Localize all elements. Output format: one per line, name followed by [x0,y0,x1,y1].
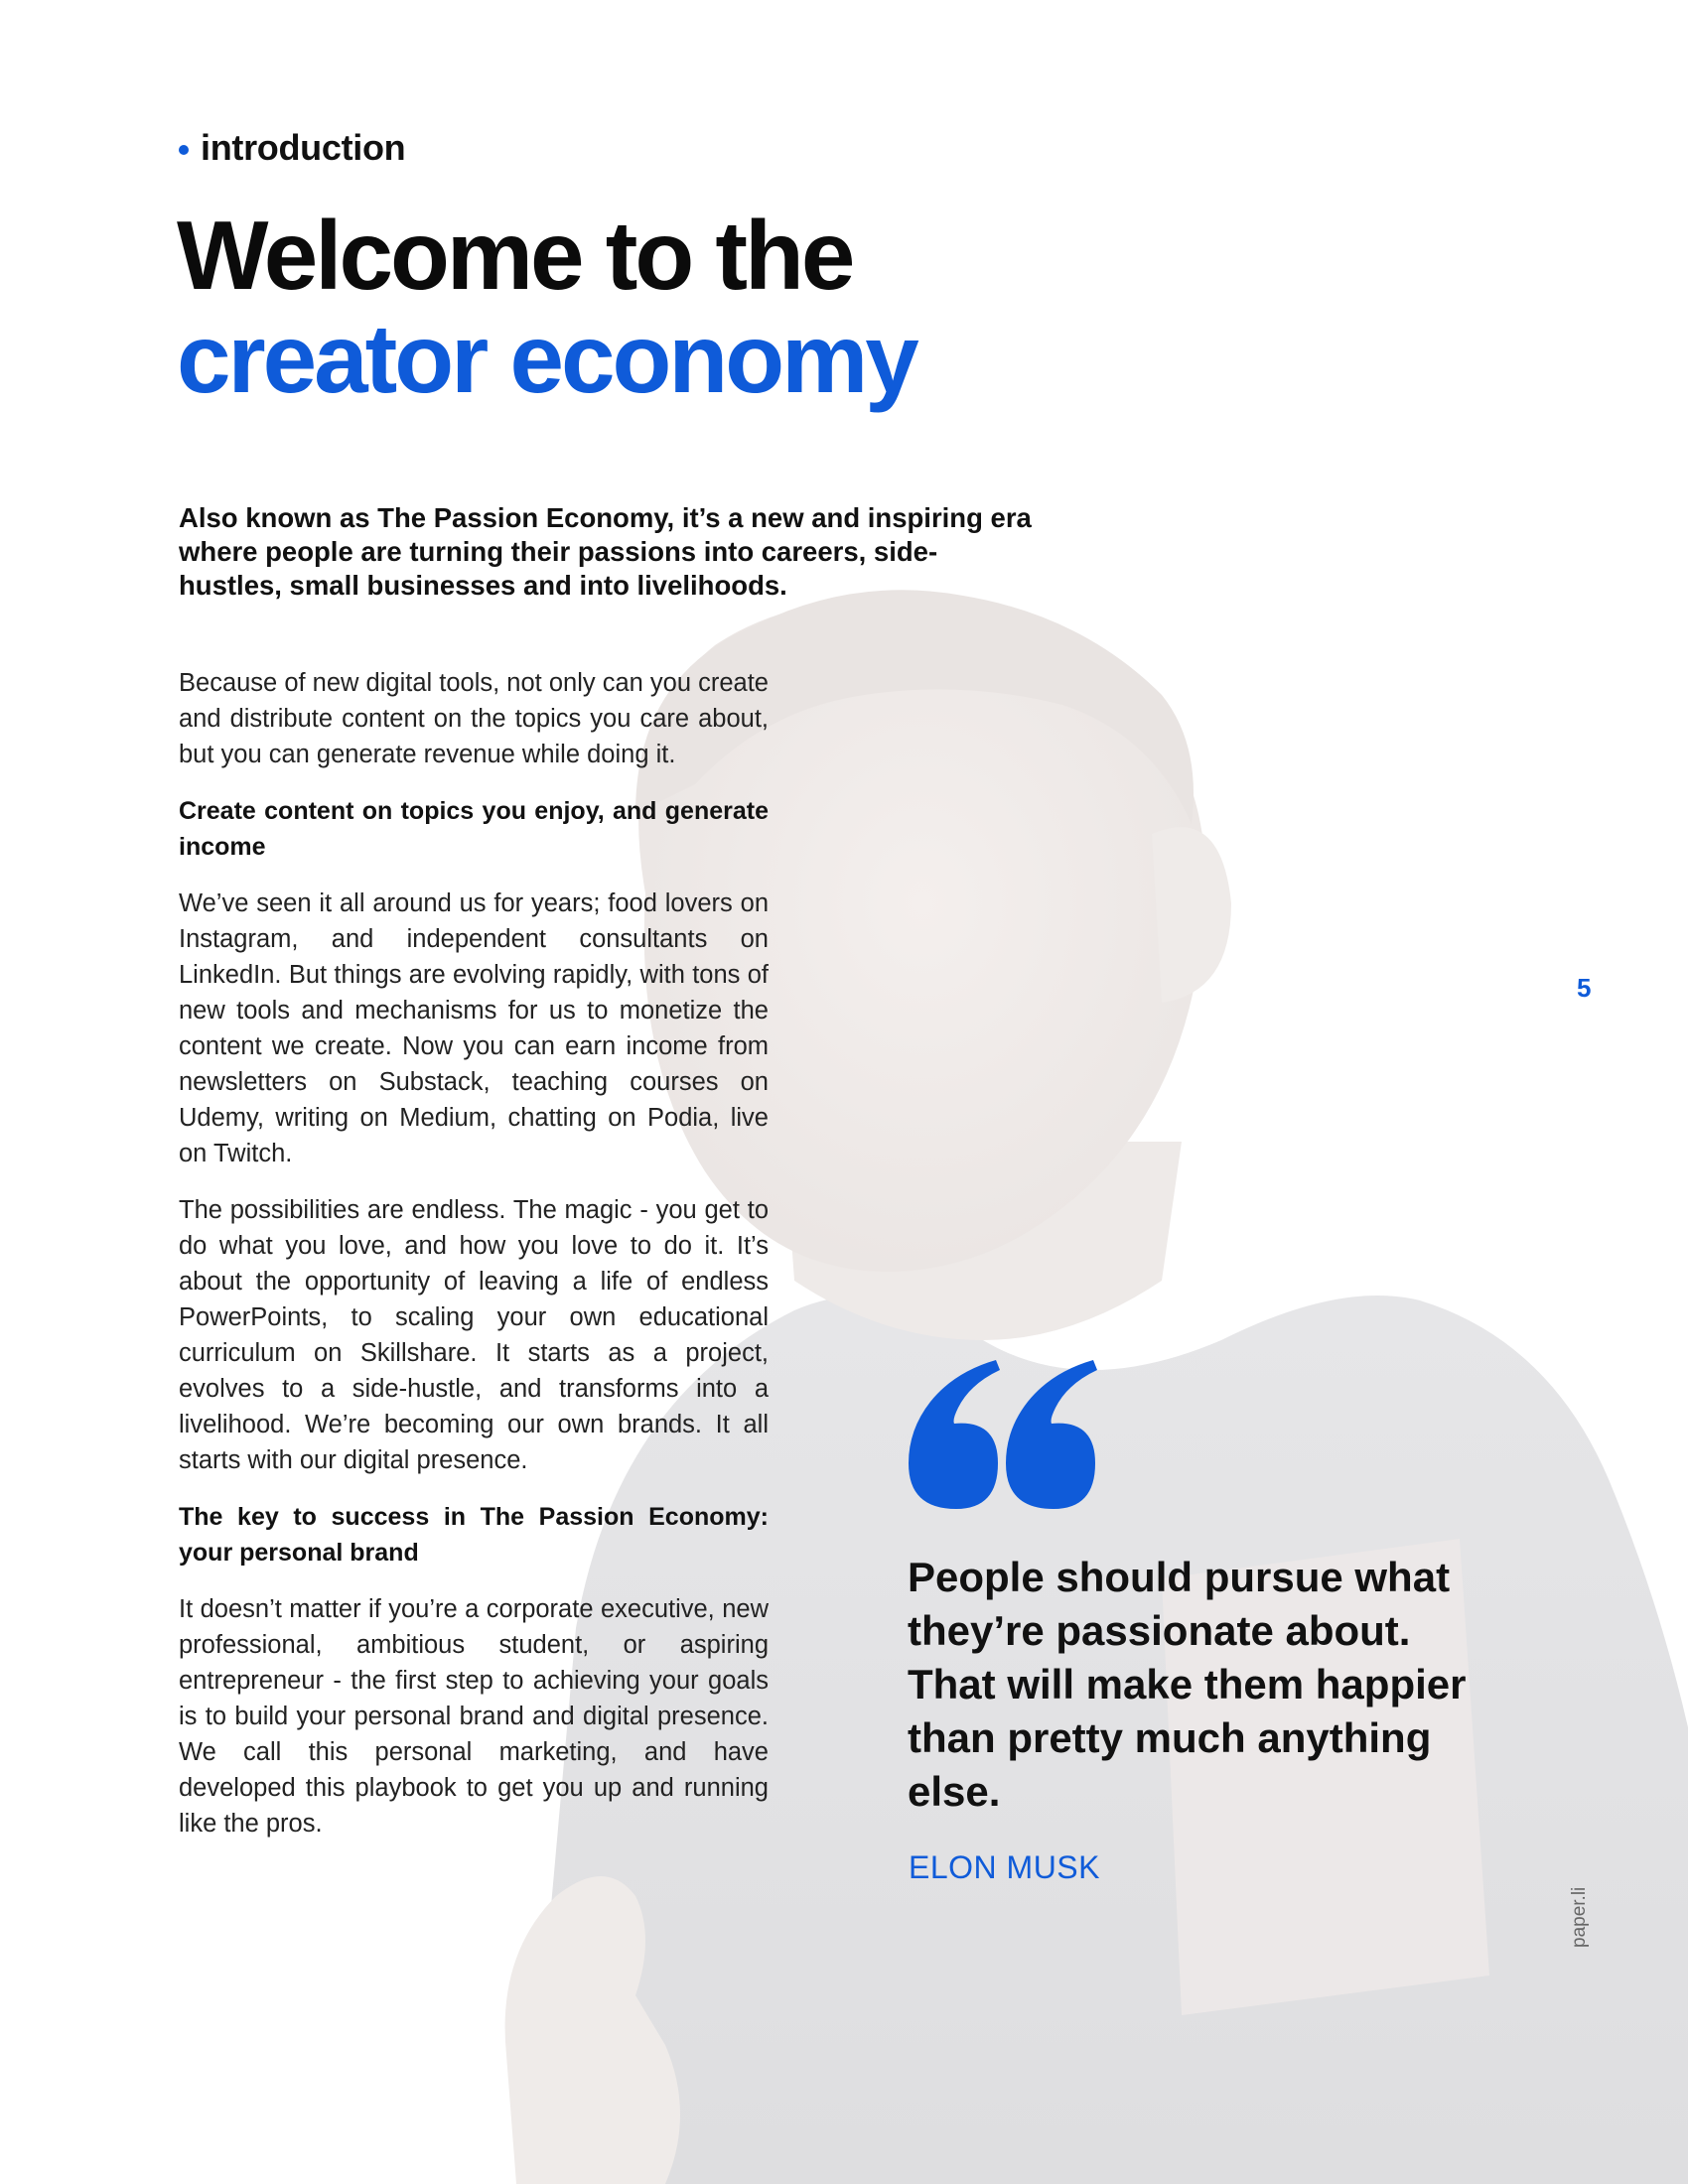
body-column [179,665,769,1862]
section-label-text: introduction [201,127,406,168]
pull-quote-author: ELON MUSK [909,1849,1100,1885]
headline-line-1: Welcome to the [177,201,853,310]
subheading-2: The key to success in The Passion Economy: your personal brand [179,1503,769,1567]
pull-quote-text: People should pursue what they’re passionate about. That will make them happier than pretty much anything else. [908,1554,1467,1815]
section-label [179,127,405,169]
bullet-dot-icon [179,145,189,155]
body-paragraph-1: Because of new digital tools, not only can you create and distribute content on the topics you care about, but you can generate revenue while doing it. [179,669,769,768]
body-paragraph-4: It doesn’t matter if you’re a corporate executive, new professional, ambitious student, or aspiring entrepreneur - the first step to achieving your goals is to build your personal brand and digital presence. We call this personal marketing, and have developed this playbook to get you up and running like the pros. [179,1595,769,1838]
page-headline [177,201,916,413]
lead-paragraph: Also known as The Passion Economy, it’s a new and inspiring era where people are turning their passions into careers, side-hustles, small businesses and into livelihoods. [179,502,1032,601]
page-number: 5 [1577,973,1592,1003]
subheading-1: Create content on topics you enjoy, and generate income [179,797,769,861]
brand-watermark: paper.li [1569,1886,1590,1948]
quote-mark-icon [909,1360,1097,1509]
body-paragraph-3: The possibilities are endless. The magic - you get to do what you love, and how you love to do it. It’s about the opportunity of leaving a life of endless PowerPoints, to scaling your own educational curriculum on Skillshare. It starts as a project, evolves to a side-hustle, and transforms into a livelihood. We’re becoming our own brands. It all starts with our digital presence. [179,1196,769,1474]
body-paragraph-2: We’ve seen it all around us for years; food lovers on Instagram, and independent consultants on LinkedIn. But things are evolving rapidly, with tons of new tools and mechanisms for us to monetize the content we create. Now you can earn income from newsletters on Substack, teaching courses on Udemy, writing on Medium, chatting on Podia, live on Twitch. [179,889,769,1167]
headline-line-2: creator economy [177,304,916,413]
